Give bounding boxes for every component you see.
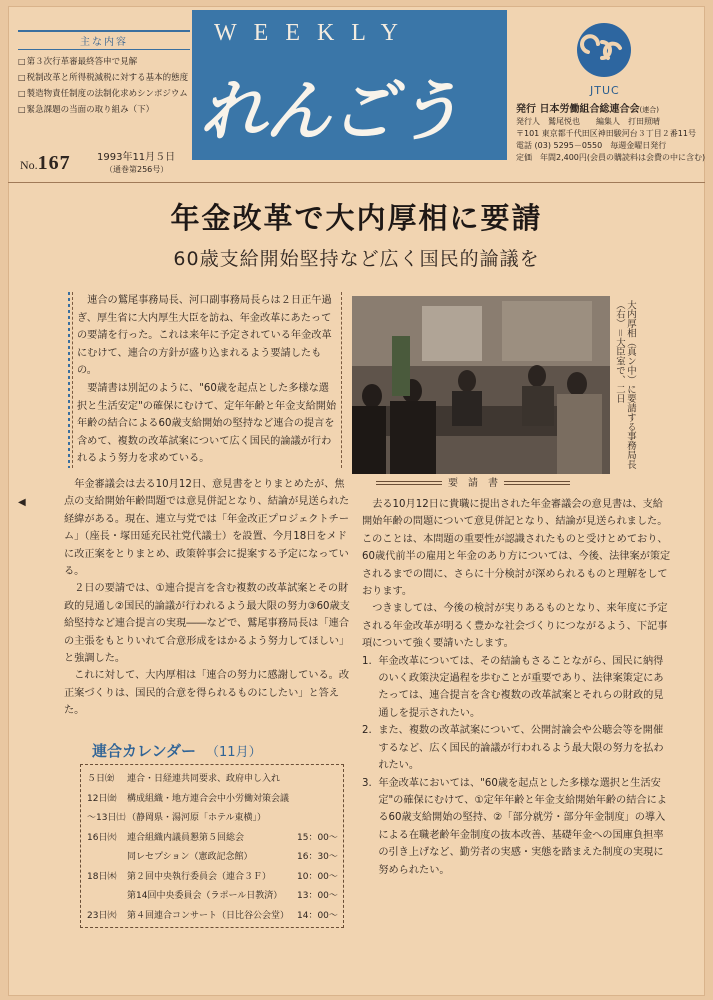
calendar-row bbox=[87, 791, 289, 804]
calendar-event: 第14回中央委員会（ラポール日教済） bbox=[127, 891, 283, 901]
calendar-date: 23日㈫ bbox=[87, 910, 117, 921]
contents-item: □ 製造物責任制度の法制化求めシンポジウム bbox=[18, 86, 190, 102]
masthead bbox=[192, 10, 507, 160]
request-item bbox=[362, 653, 672, 723]
masthead-weekly: WEEKLY bbox=[214, 20, 415, 46]
calendar-date: 18日㈭ bbox=[87, 871, 117, 882]
issue-serial: （通巻第256号） bbox=[105, 165, 169, 174]
publisher-address: 〒101 東京都千代田区神田駿河台３丁目２番11号 bbox=[516, 129, 696, 138]
request-item-number: 2. bbox=[362, 725, 372, 737]
calendar-title: 連合カレンダー bbox=[92, 742, 197, 760]
calendar-event: 第４回連合コンサート（日比谷公会堂） bbox=[127, 910, 290, 921]
calendar-row bbox=[87, 830, 338, 843]
publisher-prefix: 発行 bbox=[516, 104, 536, 115]
publisher-info bbox=[516, 104, 706, 164]
contents-list bbox=[18, 54, 190, 118]
contents-item: □ 第３次行革審最終答申で見解 bbox=[18, 54, 190, 70]
lead-side-bar bbox=[68, 292, 70, 468]
lead-paragraph-box bbox=[72, 292, 342, 468]
contents-item: □ 緊急課題の当面の取り組み（下） bbox=[18, 102, 190, 118]
calendar-event: 同レセプション（憲政記念館） bbox=[127, 852, 253, 862]
request-item-text: 年金改革については、その結論もさることながら、国民に納得のいく政策決定過程を歩むことが重要であり、法律案策定にあたっては、連合提言を含む複数の改革試案とそれらの財政的見通しを提示されたい。 bbox=[378, 655, 664, 719]
lead-paragraph: 要請書は別記のように、"60歳を起点とした多様な選択と生活安定"の確保にむけて、定年年齢と年金支給開始年齢の結合による60歳支給開始の堅持など連合の提言を含めて、複数の改革試案について広く国民的論議が行われるよう努力を求めている。 bbox=[77, 382, 337, 465]
calendar-date: ５日㈮ bbox=[87, 774, 115, 784]
calendar-row bbox=[87, 849, 338, 862]
publisher-people: 発行人 鷲尾悦也 編集人 打田照晴 bbox=[516, 117, 660, 126]
request-item-text: また、複数の改革試案について、公開討論会や公聴会等を開催するなど、広く国民的論議が行われるよう最大限の努力を払われたい。 bbox=[378, 725, 664, 772]
issue-no-value: 167 bbox=[37, 152, 71, 174]
calendar-time: 16：30～ bbox=[297, 852, 338, 862]
calendar-event: 第２回中央執行委員会（連合３Ｆ） bbox=[127, 871, 272, 882]
request-doc-label: 要 請 書 bbox=[362, 474, 584, 489]
calendar-event: 構成組織・地方連合会中小労働対策会議 bbox=[127, 793, 290, 804]
calendar-event: （静岡県・湯河原「ホテル東横」） bbox=[127, 813, 267, 823]
lead-paragraph: 連合の鷲尾事務局長、河口副事務局長らは２日正午過ぎ、厚生省に大内厚生大臣を訪ね、年金改革にあたっての要請を行った。これは来年に予定されている年金改革にむけて、連合の方針が盛り込まれるよう要請したもの。 bbox=[77, 295, 332, 377]
meeting-photo bbox=[352, 296, 610, 474]
calendar-heading bbox=[92, 740, 338, 761]
request-item-text: 年金改革においては、"60歳を起点とした多様な選択と生活安定"の確保にむけて、①定年年齢と年金支給開始年齢の結合による60歳支給開始の堅持、②「部分就労・部分年金制度」の導入による在職老齢年金制度の抜本改善、基礎年金への国庫負担率の引き上げなど、勤労者の実感・実態を踏まえた制度の実現に努められたい。 bbox=[378, 777, 667, 876]
request-item-number: 3. bbox=[362, 777, 372, 789]
calendar-date: 16日㈫ bbox=[87, 832, 117, 843]
request-item bbox=[362, 722, 672, 774]
publisher-org-suffix: (連合) bbox=[639, 106, 659, 114]
calendar-row bbox=[87, 888, 338, 901]
calendar-row bbox=[87, 908, 338, 921]
issue-date bbox=[97, 148, 175, 175]
publisher-phone: 電話 (03) 5295－0550 毎週金曜日発行 bbox=[516, 141, 667, 150]
calendar-date: 12日㈮ bbox=[87, 793, 117, 804]
article-body-left bbox=[64, 476, 352, 720]
request-paragraph: 去る10月12日に貴職に提出された年金審議会の意見書は、支給開始年齢の問題について意見併記となり、結論が見送られました。このことは、本問題の重要性が認識されたものと受けとめており、60歳代前半の雇用と年金のあり方については、今後、法律案が策定されるまでの間に、さらに十分検討が深められるものと理解をしております。 bbox=[362, 499, 671, 598]
calendar-time: 14：00～ bbox=[297, 910, 338, 921]
publisher-org: 日本労働組合総連合会 bbox=[539, 104, 640, 115]
calendar-row bbox=[87, 771, 280, 784]
calendar-date: ～13日㈯ bbox=[87, 813, 126, 823]
calendar-event: 連合・日経連共同要求、政府申し入れ bbox=[127, 774, 281, 784]
calendar-event: 連合組織内議員懇第５回総会 bbox=[127, 832, 245, 843]
calendar-row bbox=[87, 810, 266, 823]
request-paragraph: つきましては、今後の検討が実りあるものとなり、来年度に予定される年金改革が明るく豊かな社会づくりにつながるよう、下記事項について強く要請いたします。 bbox=[362, 603, 668, 650]
photo-caption: 大内厚相（真ン中）に要請する事務局長（右）＝大臣室で、二日 bbox=[614, 300, 636, 470]
calendar-time: 13：00～ bbox=[297, 891, 338, 901]
request-body-right bbox=[362, 496, 672, 879]
calendar-month: （11月） bbox=[206, 745, 262, 760]
margin-arrow-icon: ◀ bbox=[18, 497, 26, 508]
rengo-logo-icon bbox=[574, 20, 634, 80]
contents-item: □ 税制改革と所得税減税に対する基本的態度 bbox=[18, 70, 190, 86]
logo-label: JTUC bbox=[590, 84, 620, 97]
issue-number bbox=[20, 152, 71, 175]
calendar-time: 15：00～ bbox=[297, 832, 338, 843]
calendar-time: 10：00～ bbox=[297, 871, 338, 882]
sub-headline: 60歳支給開始堅持など広く国民的論議を bbox=[173, 248, 540, 270]
main-headline: 年金改革で大内厚相に要請 bbox=[170, 201, 543, 235]
request-item-number: 1. bbox=[362, 655, 372, 667]
article-paragraph: ２日の要請では、①連合提言を含む複数の改革試案とその財政的見通し②国民的論議が行われるよう最大限の努力③60歳支給堅持など連合提言の実現――などで、鷲尾事務局長は「連合の主張をもとりいれて合意形成をはかるよう努力してほしい」と強調した。 bbox=[64, 583, 350, 665]
article-paragraph: 年金審議会は去る10月12日、意見書をとりまとめたが、焦点の支給開始年齢問題では意見併記となり、結論が見送られた経緯がある。現在、連立与党では「年金改正プロジェクトチーム」（座長・塚田延充民社党代議士）を設置、今月18日をメドに改正案をとりまとめ、政策幹事会に提案する予定になっている。 bbox=[64, 479, 350, 578]
article-paragraph: これに対して、大内厚相は「連合の努力に感謝している。改正案づくりは、国民的合意を得られるものにしたい」と答えた。 bbox=[64, 670, 350, 717]
contents-title: 主な内容 bbox=[18, 30, 190, 50]
calendar-box bbox=[80, 764, 344, 928]
publisher-price: 定価 年間2,400円(会員の購読料は会費の中に含む) bbox=[516, 153, 706, 162]
calendar-row bbox=[87, 869, 338, 882]
contents-box bbox=[18, 30, 190, 118]
issue-no-label: No. bbox=[20, 158, 38, 172]
masthead-title: れんごう bbox=[200, 73, 460, 150]
header-divider bbox=[8, 182, 705, 183]
request-item bbox=[362, 775, 672, 879]
issue-date-text: 1993年11月５日 bbox=[97, 152, 176, 163]
